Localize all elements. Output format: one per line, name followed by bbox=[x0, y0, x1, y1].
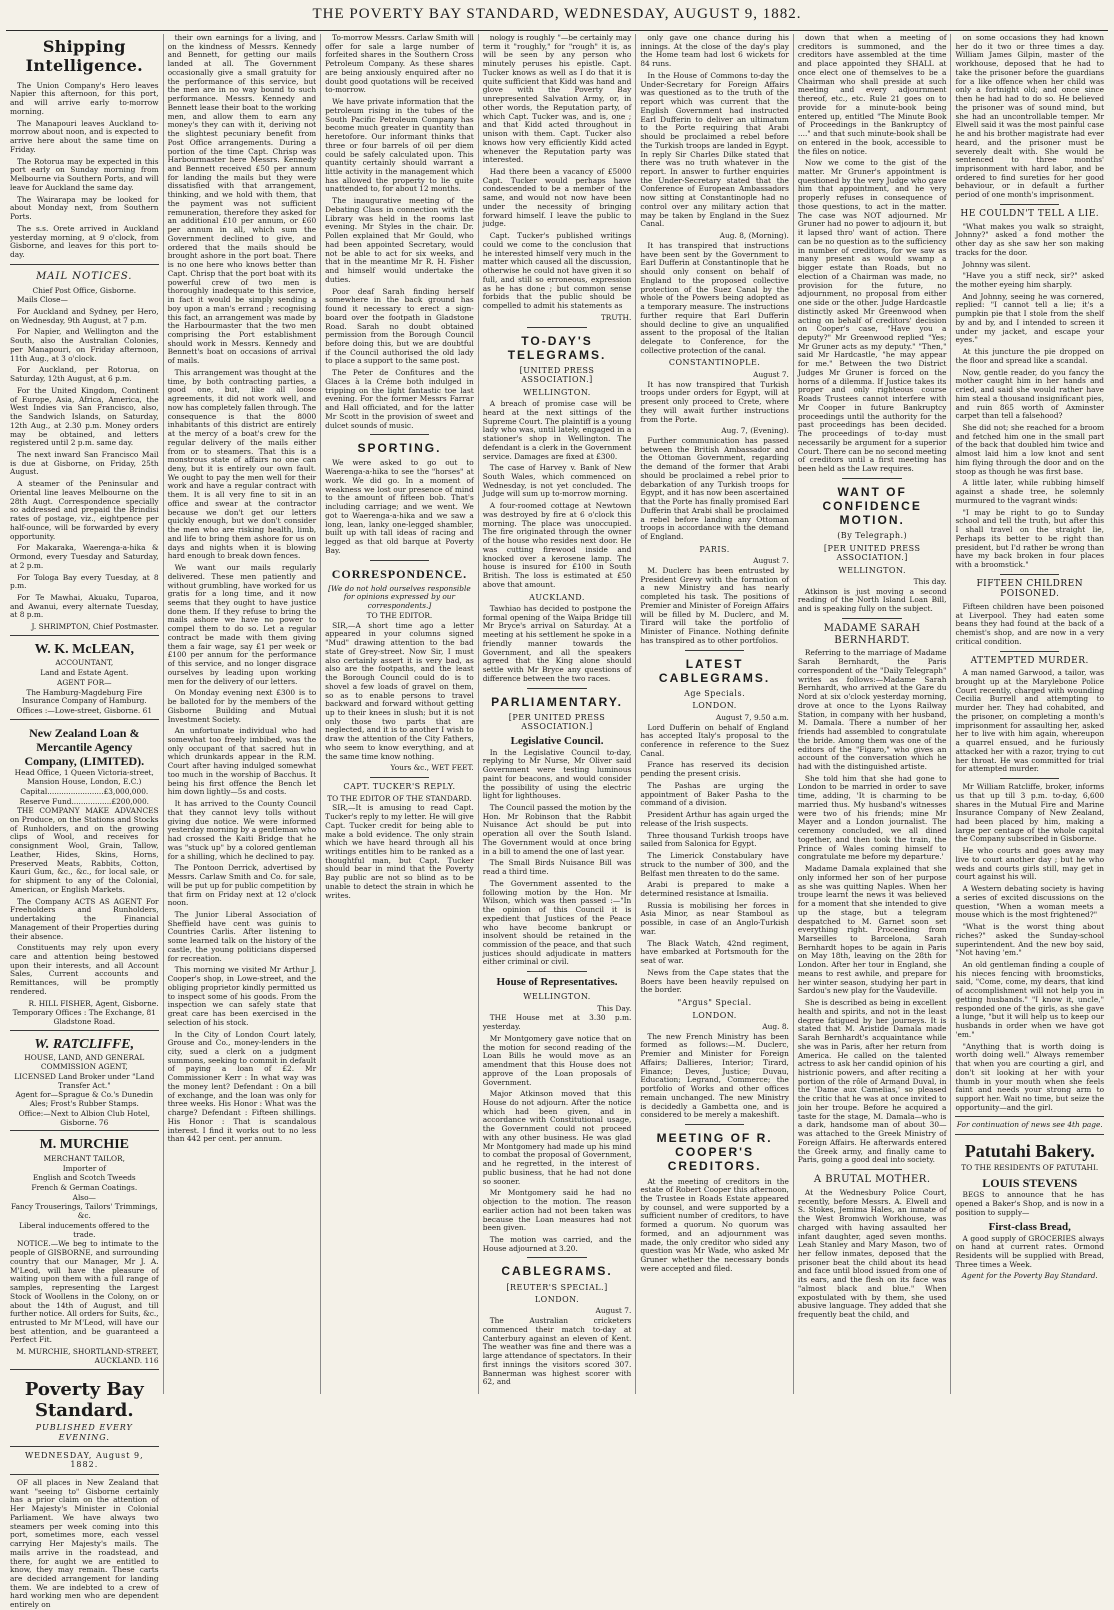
continued-note: For continuation of news see 4th page. bbox=[956, 1120, 1103, 1130]
cooper-para: At the meeting of creditors in the estate of Robert Cooper this afternoon, the Trustee in Roads Estate appeared by counsel, and were supported by a sufficient number of creditors, to have formed a quorum. No quorum was formed, and an adjournment was made, the only creditor who sided any question was Mr Wade, who asked Mr Gruner whether the necessary bonds were accepted and filed. bbox=[640, 1176, 789, 1273]
corr-title: CORRESPONDENCE. bbox=[331, 566, 468, 581]
corr-para: SIR,—A short time ago a letter appeared in your columns signed "Mud" drawing attention to the bad state of Grey-street. Now Sir, I must also certainly assert it is very bad, as also are the footpaths, and the least the Borough Council could do is to shovel a few loads of gravel on them, so as to enable persons to travel backward and forward without getting up to their knees in slush; but it is not only those two parts that are neglected, and it is to another I wish to draw the attention of the City Fathers, who seem to know everything, and at the same time know nothing. bbox=[325, 620, 474, 761]
cablegrams-london: LONDON. bbox=[534, 1295, 580, 1305]
argus-london: LONDON. bbox=[692, 1010, 737, 1020]
paragraph: She told him that she had gone to London to be married in order to save time, adding, 'It is charming to be married thus. My husband's witnesses were two of his friends; mine Mr Mayer and a London journalist. The ceremony concluded, we all dined together, and then took the train, the Prince of Wales coming himself to congratulate me before my departure.' bbox=[797, 773, 947, 862]
ad-line: Reserve Fund.................£200,000. bbox=[19, 796, 150, 806]
nz-title: New Zealand Loan & Mercantile Agency Company, (LIMITED). bbox=[24, 725, 145, 769]
ad-line: Land and Estate Agent. bbox=[40, 668, 129, 678]
paragraph: A four-roomed cottage at Newtown was destroyed by fire at 6 o'clock this morning. The place was unoccupied. The fire originated through the owner of the house who resides next door. He was cutting firewood inside and knocked over a kerosene lamp. The house is insured for £100 in South British. The loss is estimated at £50 above that amount. bbox=[482, 501, 632, 589]
nz-signature: R. HILL FISHER, Agent, Gisborne. bbox=[28, 998, 159, 1008]
parliamentary-title: PARLIAMENTARY. bbox=[491, 694, 623, 709]
ratcliffe-lines bbox=[10, 1054, 159, 1127]
latest-title: LATEST CABLEGRAMS. bbox=[658, 656, 771, 685]
col3-paras bbox=[325, 34, 474, 430]
col5-paras bbox=[640, 34, 789, 229]
pbs-sub: PUBLISHED EVERY EVENING. bbox=[35, 1423, 133, 1442]
mail-signature: J. SHRIMPTON, Chief Postmaster. bbox=[31, 622, 159, 632]
want-para: Atkinson is just moving a second reading of the North Island Loan Bill, and is speaking fully on the subject. bbox=[797, 586, 947, 614]
constantinople-para: It has now transpired that Turkish troops under orders for Egypt, will at present only proceed to Crete, where they will await further instructions from the Porte. bbox=[640, 379, 789, 424]
latest-paras bbox=[640, 724, 789, 996]
argus-date: Aug. 8. bbox=[762, 1021, 789, 1031]
paragraph: For Napier, and Wellington and the South, also the Australian Colonies, per Manapouri, on Friday afternoon, 11th Aug., at 3 o'clock. bbox=[10, 327, 159, 363]
paragraph: A breach of promise case will be heard at the next sittings of the Supreme Court. The plaintiff is a young lady who was, until lately, engaged in a stationer's shop in Wellington. The defendant is a clerk in the Government service. Damages are fixed at £300. bbox=[482, 399, 632, 461]
ad-line: The Hamburg-Magdeburg Fire Insurance Company of Hamburg. bbox=[21, 687, 147, 706]
paragraph: down that when a meeting of creditors is summoned, and the creditors have assembled at the time and place appointed they SHALL at once elect one of themselves to be a Chairman who shall preside at such meeting and every adjournment thereof, etc., etc. Rule 21 goes on to provide for a minute-book being entered up, entitled "The Minute Book of Proceedings in the Bankruptcy of ...." and that such minute-book shall be on entered in the book, accessible to the files on notice. bbox=[797, 33, 947, 156]
column-4 bbox=[479, 34, 637, 1394]
paragraph: On Monday evening next £300 is to be balloted for by the members of the Gisborne Building and Mutual Investment Society. bbox=[167, 688, 317, 724]
cablegrams-para: The Australian cricketers commenced their match to-day at Canterbury against an eleven of Kent. The weather was fine and there was a large attendance of spectators. In their first innings the visitors scored 307. Bannerman was highest scorer with 62, and bbox=[482, 1316, 632, 1387]
paragraph: In the Legislative Council to-day, replying to Mr Nurse, Mr Oliver said Government were testing luminous paint for beacons, and would consider the possibility of using the electric light for lighthouses. bbox=[482, 747, 632, 801]
pbs-title: Poverty Bay Standard. bbox=[24, 1378, 144, 1421]
constantinople-date: August 7. bbox=[753, 369, 789, 379]
paragraph: And Johnny, seeing he was cornered, replied: "I cannot tell a lie; it's a pumpkin pie that I stole from the shelf by and by, and I intended to screen it under my jacket, and escape your eyes." bbox=[955, 291, 1105, 345]
paragraph: For Auckland, per Rotorua, on Saturday, 12th August, at 6 p.m. bbox=[10, 365, 159, 384]
wk-lines bbox=[10, 659, 159, 715]
paragraph: Three thousand Turkish troops have sailed from Salonica for Egypt. bbox=[640, 830, 789, 849]
paragraph: To-morrow Messrs. Carlaw Smith will offer for sale a large number of forfeited shares in the Southern Cross Petroleum Company. As these shares are being anxiously enquired after no doubt good quotations will be received to-morrow. bbox=[325, 33, 474, 95]
constantinople-heading: CONSTANTINOPLE. bbox=[668, 358, 761, 368]
paragraph: Lord Dufferin on behalf of England has accepted Italy's proposal to the conference in reference to the Suez Canal. bbox=[640, 722, 789, 758]
ghost-para: He who courts and goes away may live to court another day ; but he who weds and courts girls still, may get in court against his will. bbox=[955, 846, 1105, 882]
paragraph: Mr Montgomery said he had no objection to the motion. The reason earlier action had not been taken was because the Loan measures had not been given. bbox=[482, 1188, 632, 1233]
paragraph: At this juncture the pie dropped on the floor and spread like a scandal. bbox=[955, 347, 1105, 365]
paragraph: The Black Watch, 42nd regiment, have embarked at Portsmouth for the seat of war. bbox=[640, 938, 789, 966]
ad-line: Capital........................£3,000,000. bbox=[20, 786, 149, 796]
pbs-date: WEDNESDAY, August 9, 1882. bbox=[24, 1451, 144, 1470]
fifteen-para: Fifteen children have been poisoned at Liverpool. They had eaten some beans they had found at the back of a chemist's shop, and are now in a very critical condition. bbox=[955, 601, 1105, 646]
ad-line: Agent for—Sprague & Co.'s Dunedin Ales; Frost's Rubber Stamps. bbox=[15, 1090, 154, 1109]
latest-london: LONDON. bbox=[692, 701, 737, 711]
mail-office: Chief Post Office, Gisborne. bbox=[32, 285, 137, 295]
nz-lines bbox=[10, 769, 159, 806]
col6-paras bbox=[798, 34, 947, 474]
paragraph: A little later, while rubbing himself against a shade tree, he solemnly murmured to the vagrant winds: bbox=[955, 478, 1105, 505]
ad-line: ACCOUNTANT, bbox=[55, 658, 114, 668]
pbs-para: OF all places in New Zealand that want "seeing to" Gisborne certainly has a prior claim on the attention of Her Majesty's Minister in Colonial Parliament. We have always two steamers per week coming into this port, sometimes more, each vessel carrying Her Majesty's mails. The mails arrive in the roadstead, and there, for aught we are entitled to know, they may remain. These carts are decided arrangement for landing them. We are indebted to a crew of hard working men who are dependent entirely on bbox=[10, 1477, 159, 1610]
tucker-title: CAPT. TUCKER'S REPLY. bbox=[343, 782, 456, 792]
wk-title: W. K. McLEAN, bbox=[34, 641, 134, 657]
tucker-para: SIR,—It is amusing to read Capt. Tucker's reply to my letter. He will give Capt. Tucker credit for being able to make a bold evidence. The only strain which we have heard through all his writings entitles him to be ranked as a thoughtful man, but Capt. Tucker should bear in mind that the Poverty Bay public are not so blind as to be unable to detect the strain in which he writes. bbox=[325, 803, 474, 900]
truth-sign: TRUTH. bbox=[600, 312, 632, 322]
constantinople-eve: Aug. 7, (Evening). bbox=[721, 426, 789, 436]
paragraph: The Junior Liberal Association of Sheffield have cent was guinis to Countries Carlis. After listening to some learned talk on the history of the castle, the young politicians dispersed for recreation. bbox=[167, 909, 317, 963]
paragraph: The Manapouri leaves Auckland to-morrow about noon, and is expected to arrive here about the same time on Friday. bbox=[10, 118, 159, 154]
cooper-title: MEETING OF R. COOPER'S CREDITORS. bbox=[656, 1131, 773, 1174]
murchie-title: M. MURCHIE bbox=[39, 1137, 129, 1153]
murchie-lines bbox=[10, 1155, 159, 1240]
auckland-para: Tawhiao has decided to postpone the formal opening of the Waipa Bridge till Mr Bryce's arrival on Saturday. At a meeting at his settlement he spoke in a friendly manner towards the Government, and all the speakers agreed that the King alone should settle with Mr Bryce any questions of difference between the two races. bbox=[482, 603, 632, 683]
column-3 bbox=[321, 34, 479, 1394]
ad-line: AGENT FOR— bbox=[57, 677, 112, 687]
bakery-bread: First-class Bread, bbox=[988, 1220, 1071, 1233]
paragraph: Johnny was silent. bbox=[962, 259, 1031, 269]
paragraph: News from the Cape states that the Boers have been heavily repulsed on the border. bbox=[640, 967, 789, 995]
corr-to: TO THE EDITOR. bbox=[366, 610, 433, 620]
sporting-para: We were asked to go out to Waerenga-a-hika to see the "horses" at work. We did go. In a moment of weakness we lost our presence of mind to the amount of fifteen bob. That's including carriage; and we went. We got to Waerenga-a-hika and we saw a long, lean, lanky one-legged shambler, built up with tall ideas of racing and legged as that old barque at Poverty Bay. bbox=[325, 458, 474, 555]
worth-para: "Anything that is worth doing is worth doing well." Always remember that when you are courting a girl, and don't sit looking at her with your thumb in your mouth when she feels faint and needs your strong arm to support her. Wait no time, but seize the opportunity—and the girl. bbox=[955, 1041, 1105, 1112]
bakery-para2: A good supply of GROCERIES always on hand at current rates. Ormond Residents will be supplied with Bread, Three times a Week. bbox=[955, 1233, 1105, 1269]
col4-paras bbox=[483, 34, 632, 311]
bernhardt-title: MADAME SARAH BERNHARDT. bbox=[823, 622, 921, 646]
murchie-para: NOTICE.—We beg to intimate to the people of GISBORNE, and surrounding country that our Manager, Mr J. A. M'Leod, will have the pleasure of waiting upon them with a full range of samples, representing the Largest Stock of Woollens in the Colony, on or about the 14th of August, and till further notice. All orders for Suits, &c., entrusted to Mr M'Leod, will have our best attention, and be guaranteed a Perfect Fit. bbox=[10, 1239, 159, 1345]
paragraph: An unfortunate individual who had somewhat too freely imbibed, was the only occupant of that sacred hut in which drunkards appear in the R.M. Court after having indulged somewhat too much in the worship of Bacchus. It being his first offence the Bench let him down lightly—5s and costs. bbox=[167, 726, 317, 797]
ad-line: LICENSED Land Broker under "Land Transfer Act." bbox=[14, 1071, 155, 1090]
ad-line: HOUSE, LAND, AND GENERAL COMMISSION AGENT, bbox=[24, 1053, 145, 1072]
paragraph: The motion was carried, and the House adjourned at 3.20. bbox=[482, 1234, 632, 1253]
paragraph: their own earnings for a living, and on the kindness of Messrs. Kennedy and Bennett, for getting our mails landed at all. The Government occasionally give a small gratuity for the performance of this service, but the men are in no way bound to such performance. Messrs. Kennedy and Bennett lease their boat to the working men, and allow them to earn any money's they can with it, deriving not the slightest pecuniary benefit from Post Office arrangements. During a portion of the time Capt. Chrisp was Harbourmaster here Messrs. Kennedy and Bennett received £50 per annum for landing the mails but they were dissatisfied with that arrangement, thinking, and we hold with them, that the payment was not sufficient remuneration, therefore they asked for an additional £10 per annum, or £60 per annum in all, which sum the Government declined to give, and ordered that the mails should be brought ashore in the port boat. There is no one here who knows better than Capt. Chrisp that the port boat with its powerful crew of two men is thoroughly inadequate to this service, in fact it would be simply sending a boy upon a man's errand ; recognising this fact, an arrangement was made by the Harbourmaster that the two men comprising the Port establishment should work in Messrs. Kennedy and Bennett's boat on occasions of arrival of mails. bbox=[167, 33, 317, 366]
ad-line: French & German Coatings. bbox=[31, 1183, 138, 1192]
shipping-paras bbox=[10, 82, 159, 260]
column-7 bbox=[951, 34, 1108, 1394]
paragraph: The Company ACTS AS AGENT For Freeholders and Runholders, undertaking the Financial Management of their Properties during their absence. bbox=[10, 896, 159, 941]
paragraph: Now we come to the gist of the matter. Mr Gruner's appointment is questioned by the very Judge who gave him that appointment, and he very properly refuses in consequence of those questions, to act in the matter. The case was NOT adjourned. Mr Gruner had no power to adjourn it, but it lapsed thro' want of action. There can be no question as to the sufficiency in number of creditors, for we saw as many present as would swamp a bigger estate than Roads, but no election of a Chairman was made, no provision for the future, no adjournment, no proposal from either one side or the other. Judge Hardcastle distinctly asked Mr Greenwood when acting on behalf of creditors' decision on Cooper's case, "Have you a deputy?" Mr Greenwood replied "Yes; Mr Gruner acts as my deputy." "Then," said Mr Hardcastle, "he may appear for me." Between the two District Judges Mr Gruner is forced on the horns of a dilemma. If Justice takes its proper and only righteous course Roads Trustees cannot interfere with Mr Cooper in future Bankruptcy proceedings until the authority for the past proceedings has been decided. The proceedings of to-day must necessarily be argument for a superior Court. There can be no second meeting of creditors until a first meeting has been held as the Law requires. bbox=[797, 158, 947, 473]
masthead: THE POVERTY BAY STANDARD, WEDNESDAY, AUGUST 9, 1882. bbox=[312, 6, 802, 22]
cablegrams-date: August 7. bbox=[595, 1306, 632, 1316]
want-wel: WELLINGTON. bbox=[838, 565, 907, 575]
paragraph: "I may be right to go to Sunday school and tell the truth, but after this I shall travel on the straight lie, Perhaps its better to be right than president, but I'd rather be wrong than have my back broken in four places with a broomstick." bbox=[955, 507, 1105, 569]
paragraph: "Have you a stiff neck, sir?" asked the mother eyeing him sharply. bbox=[955, 271, 1105, 289]
house-title: House of Representatives. bbox=[496, 976, 618, 989]
paris-heading: PARIS. bbox=[699, 544, 730, 554]
ad-line: Fancy Trouserings, Tailors' Trimmings, &c. bbox=[10, 1202, 158, 1221]
column-5 bbox=[636, 34, 794, 1394]
ad-line: Liberal inducements offered to the trade. bbox=[19, 1220, 150, 1239]
telegrams-title: TO-DAY'S TELEGRAMS. bbox=[507, 333, 607, 362]
bakery-title: Patutahi Bakery. bbox=[964, 1141, 1095, 1162]
paragraph: The Wairarapa may be looked for about Monday next, from Southern Ports. bbox=[10, 194, 159, 222]
paris-date: August 7. bbox=[753, 556, 789, 566]
paragraph: The Rotorua may be expected in this port early on Sunday morning from Melbourne via Southern Ports, and will leave for Auckland the same day. bbox=[10, 156, 159, 192]
mail-paras bbox=[10, 296, 159, 620]
bakery-agent: Agent for the Poverty Bay Standard. bbox=[961, 1271, 1098, 1281]
ratcliffe-title: W. RATCLIFFE, bbox=[34, 1036, 135, 1052]
argus-title: "Argus" Special. bbox=[677, 998, 752, 1008]
lie-title: HE COULDN'T TELL A LIE. bbox=[960, 208, 1100, 219]
paragraph: She did not; she reached for a broom and fetched him one in the small part of the back that doubled him twice and almost laid him a low knot and sent him flying through the door and on the stoop as though he was first base. bbox=[955, 422, 1105, 476]
paragraph: France has reserved its decision pending the present crisis. bbox=[640, 760, 789, 779]
paragraph: Mr Montgomery gave notice that on the motion for second reading of the Loan Bills he would move as an amendment that this House does not approve of the Loan proposals of Government. bbox=[482, 1033, 632, 1087]
paragraph: Major Atkinson moved that this House do not adjourn. After the notice which had been given, and in accordance with Constitutional usage, the Government could not proceed with any other business. He was glad Mr Montgomery had made up his mind to combat the proposal of Government, and he regretted, in the interest of public business, that he had not done so sooner. bbox=[482, 1089, 632, 1186]
cablegrams-title: CABLEGRAMS. bbox=[501, 1264, 613, 1279]
constantinople-para2: Further communication has passed between the British Ambassador and the Ottoman Government, regarding the demand of the former that Arabi should be proclaimed a rebel prior to debarkation of any Turkish troops for Egypt, and it has now been ascertained that the Porte has finally promised Earl Dufferin that Arabi shall be proclaimed a rebel before landing any Ottoman troops in accordance with the demand of England. bbox=[640, 436, 789, 542]
masthead-rule bbox=[6, 30, 1108, 31]
corr-note: [We do not hold ourselves responsible for opinions expressed by our correspondents.] bbox=[328, 583, 471, 611]
paragraph: This morning we visited Mr Arthur J. Cooper's shop, in Lowe-street, and the obliging proprietor kindly permitted us to inspect some of his goods. From the inspection we can safely state that great care has been exercised in the selection of his stock. bbox=[167, 965, 317, 1027]
want-title: WANT OF CONFIDENCE MOTION. bbox=[822, 484, 922, 528]
bernhardt-paras bbox=[798, 649, 947, 1165]
paragraph: For Tologa Bay every Tuesday, at 8 p.m. bbox=[10, 572, 159, 591]
paragraph: Mails Close— bbox=[17, 295, 68, 305]
paragraph: The Pontoon Derrick, advertised by Messrs. Carlaw Smith and Co. for sale, will be put up for public competition by that firm on Friday next at 12 o'clock noon. bbox=[167, 863, 317, 908]
paragraph: For Makaraka, Waerenga-a-hika & Ormond, every Tuesday and Saturday, at 2 p.m. bbox=[10, 543, 159, 570]
paragraph: For the United Kingdom, Continent of Europe, Asia, Africa, America, the West Indies via San Francisco, also, the Sandwich Islands, on Saturday, 12th Aug., at 2.30 p.m. Money orders may be obtained, and letters registered until 2 p.m. same day. bbox=[10, 385, 159, 448]
col2-paras bbox=[168, 34, 317, 1144]
tucker-to: TO THE EDITOR OF THE STANDARD. bbox=[327, 793, 472, 803]
debate-para: A Western debating society is having a series of excited discussions on the question, "When a woman meets a mouse which is the most frightened?" bbox=[955, 884, 1105, 920]
want-by: (By Telegraph.) bbox=[837, 531, 908, 541]
col7-paras bbox=[955, 34, 1104, 200]
murchie-sign: M. MURCHIE, SHORTLAND-STREET, AUCKLAND. 116 bbox=[16, 1347, 159, 1365]
paragraph: For Auckland and Sydney, per Hero, on Wednesday, 9th August, at 7 p.m. bbox=[10, 306, 159, 325]
legislative-title: Legislative Council. bbox=[510, 734, 604, 747]
paragraph: The Government assented to the following motion by the Hon. Mr Wilson, which was then passed :—"In the opinion of this Council it is expedient that Justices of the Peace who have become bankrupt or insolvent should be retained in the commission of the peace, and that such justices should adjudicate in matters either criminal or civil. bbox=[482, 878, 632, 967]
want-sub: [PER UNITED PRESS ASSOCIATION.] bbox=[823, 543, 921, 563]
murder-para: A man named Garwood, a tailor, was brought up at the Marylebone Police Court recently, charged with wounding Cecilia Burrell and attempting to murder her. They had cohabited, and the prisoner, on completing a month's imprisonment for assaulting her, asked her to live with him again, whereupon a quarrel ensued, and he furiously attacked her with a razor, trying to cut her throat. He was committed for trial for attempted murder. bbox=[955, 668, 1105, 774]
bakery-to: TO THE RESIDENTS OF PATUTAHI. bbox=[961, 1163, 1099, 1173]
column-2 bbox=[164, 34, 322, 1394]
fifteen-title: FIFTEEN CHILDREN POISONED. bbox=[976, 578, 1084, 600]
paragraph: on some occasions they had known her do it two or three times a day. William James Gilpin, master of the workhouse, deposed that he had to take the prisoner before the guardians for a like offence when her child was only a fortnight old; and once since then he had had to do so. He believed the prisoner was of sound mind, but she had an uncontrollable temper. Mr Elwell said it was the most painful case he and his brother magistrate had ever heard, and the prisoner must be severely dealt with. She would be sentenced to three months' imprisonment with hard labor, and be ordered to find sureties for her good behaviour, or in default a further period of one month's imprisonment. bbox=[955, 33, 1105, 200]
riches-para: "What is the worst thing about riches?" asked the Sunday-school superintendent. And the new boy said, "Not having 'em." bbox=[955, 922, 1105, 958]
paragraph: Constituents may rely upon every care and attention being bestowed upon their interests, and all Account Sales, Current accounts and Remittances, will be promptly rendered. bbox=[10, 943, 159, 996]
aug8-para: It has transpired that instructions have been sent by the Government to Earl Dufferin at Constantinople that he should only consent on behalf of England to the proposed collective protection of the Suez Canal by the whole of the Powers being adopted as a temporary measure. The instructions further require that Earl Dufferin should decline to give an unqualified assent to the proposal of the Italian delegate to Conference, for the collective protection of the canal. bbox=[640, 240, 789, 355]
latest-time: August 7, 9.50 a.m. bbox=[715, 712, 789, 722]
wellington-paras bbox=[483, 400, 632, 589]
paragraph: It has arrived to the County Council that they cannot levy tolls without giving due notice. We were informed yesterday morning by a gentleman who had crossed the Kaiti Bridge that he was "stuck up" by a colored gentleman for a shilling, which he declined to pay. bbox=[167, 799, 317, 861]
paragraph: The s.s. Orete arrived in Auckland yesterday morning, at 9 o'clock, from Gisborne, and leaves for this port to-day. bbox=[10, 223, 159, 259]
shipping-title: Shipping Intelligence. bbox=[25, 37, 143, 75]
house-wel: WELLINGTON. bbox=[523, 992, 591, 1002]
ad-line: Office:—Next to Albion Club Hotel, Gisborne. 76 bbox=[18, 1108, 150, 1127]
latest-sub: Age Specials. bbox=[684, 688, 746, 698]
brutal-title: A BRUTAL MOTHER. bbox=[813, 1174, 931, 1186]
wellington-heading: WELLINGTON. bbox=[523, 387, 591, 397]
paragraph: We have private information that the petroleum rising in the tubes of the South Pacific Petroleum Company has become much greater in quantity than heretofore. Our informant thinks that three or four barrels of oil per diem could be safely calculated upon. This quantity certainly should warrant a little activity in the management which has allowed the property to lie quite unattended to, for about 12 months. bbox=[325, 97, 474, 194]
paragraph: Capt. Tucker's published writings could we come to the conclusion that he interested himself very much in the matter which caused all the discussion, otherwise he could not have given it so full, and still so erroneous, expression as he has done ; but common sense forbids that the public should be compelled to admit his statements as bbox=[482, 231, 632, 311]
bakery-para: BEGS to announce that he has opened a Baker's Shop, and is now in a position to supply— bbox=[955, 1190, 1105, 1217]
parliamentary-sub: [PER UNITED PRESS ASSOCIATION.] bbox=[508, 712, 606, 732]
paragraph: "What makes you walk so straight, Johnny?" asked a fond mother the other day as she saw her son making tracks for the door. bbox=[955, 221, 1105, 257]
ad-line: Head Office, 1 Queen Victoria-street, Mansion House, London, E.C.) bbox=[14, 768, 154, 787]
argus-para: The new French Ministry has been formed as follows:—M. Duclerc, Premier and Minister for Foreign Affairs; Dallieres, Interior; Tirard, Finance; Deves, Justice; Duvau, Education; Legrand, Commerce; the portfolio of Works and other offices remain unchanged. The new Ministry is decidedly a Gambetta one, and is considered to be merely a makeshift. bbox=[640, 1031, 789, 1120]
cablegrams-sub: [REUTER'S SPECIAL.] bbox=[506, 1282, 608, 1292]
corr-sign: Yours &c., WET FEET. bbox=[390, 763, 474, 773]
paragraph: The Union Company's Hero leaves Napier this afternoon, for this port, and will arrive early to-morrow morning. bbox=[10, 80, 159, 116]
paragraph: Arabi is prepared to make a determined resistance at Ismailia. bbox=[640, 880, 789, 899]
paragraph: Russia is mobilising her forces in Asia Minor, as near Stamboul as possible, in case of an Anglo-Turkish war. bbox=[640, 900, 789, 936]
broom-para: An old gentleman finding a couple of his nieces fencing with broomsticks, said, "Come, come, my dears, that kind of accomplishment will not help you in getting husbands." "I know it, uncle," responded one of the girls, as she gave a lunge, "but it will help us to keep our husbands in order when we have got 'em." bbox=[955, 960, 1105, 1039]
paragraph: President Arthur has again urged the release of the Irish suspects. bbox=[640, 810, 789, 828]
auckland-heading: AUCKLAND. bbox=[529, 592, 585, 602]
paragraph: For Te Mawhai, Akuaku, Tuparoa, and Awanui, every alternate Tuesday, at 8 p.m. bbox=[10, 593, 159, 620]
paragraph: The next inward San Francisco Mail is due at Gisborne, on Friday, 25th August. bbox=[10, 449, 159, 477]
temp-offices: Temporary Offices : The Exchange, 81 Gladstone Road. bbox=[12, 1008, 156, 1027]
paragraph: nology is roughly "—be certainly may term it "roughly," for "rough" it is, as will be seen by any person who minutely peruses his epistle. Capt. Tucker knows as well as I do that it is quite sufficient that Kidd was hand and glove with the Poverty Bay unrepresented Salvation Army, or, in other words, the Reputation party, of which Capt. Tucker was, and is, one ; and that Kidd acted throughout in unison with them. Capt. Tucker also knows how very efficiently Kidd acted whenever the Reputation party was interested. bbox=[482, 33, 632, 165]
bakery-name: LOUIS STEVENS bbox=[982, 1176, 1078, 1191]
lie-paras bbox=[955, 223, 1104, 570]
paragraph: She is described as being in excellent health and spirits, and not in the least degree fatigued by her journeys. It is stated that M. Aristide Damala made Sarah Bernhardt's acquaintance while she was in Paris, after her return from America. He called on the talented actress to ask her candid opinion of his histrionic powers, and after reciting a portion of the rôle of Armand Duval, in the 'Dame aux Camelias,' so pleased the critic that he was at once invited to join her troupe. Before he acquired a taste for the stage, M. Damala—who is a dark, handsome man of about 30—was attached to the Greek Ministry of Foreign Affairs. He afterwards entered the Greek army, and finally came to Paris, going a good deal into society. bbox=[797, 998, 947, 1165]
paragraph: In the House of Commons to-day the Under-Secretary for Foreign Affairs was questioned as to the truth of the report which was current that the English Government had instructed Earl Dufferin to deliver an ultimatum to the Porte requiring that Arabi should be proclaimed a rebel before the Turkish troops are landed in Egypt. In reply Sir Charles Dilke stated that there was no truth whatever in the report. In answer to further enquiries the Under-Secretary stated that the Conference of European Ambassadors now sitting at Constantinople had no control over any military action that may be taken by England in the Suez Canal. bbox=[640, 70, 789, 229]
nz-paras bbox=[10, 807, 159, 996]
paragraph: In the City of London Court lately, Grouse and Co., money-lenders in the city, sued a clerk on a judgment summons, seeking to commit in default of paying a loan of £2. Mr Commissioner Kerr : In what way was the money lent? Defendant : On a bill of exchange, and the loan was only for three weeks. His Honor : What was the charge? Defendant : Fifteen shillings. His Honor : That is scandalous interest. I find it works out to no less than 442 per cent. per annum. bbox=[167, 1029, 317, 1144]
column-1 bbox=[6, 34, 164, 1610]
telegrams-sub: [UNITED PRESS ASSOCIATION.] bbox=[519, 365, 595, 385]
paragraph: Had there been a vacancy of £5000 Capt. Tucker would perhaps have condescended to be a member of the same, and would not now have been under the necessity of bringing forward himself. I leave the public to judge. bbox=[482, 167, 632, 229]
paragraph: Madame Damala explained that she only informed her son of her purpose as she was quitting Naples. When her troupe learnt the news it was believed for a moment that she intended to give up the stage, but a telegram despatched to M. Garnet soon set everything right. Proceeding from Marseilles to Barcelona, Sarah Bernhardt hopes to be again in Paris on May 18th, leaving on the 28th for London. After her tour in England, she means to rest awhile, and prepare for her winter season, studying her part in Sardou's new play for the Vaudeville. bbox=[797, 864, 947, 996]
paragraph: The Council passed the motion by the Hon. Mr Robinson that the Rabbit Nuisance Act should be put into operation all over the South Island. The Government would at once bring in a bill to amend the one of last year. bbox=[482, 803, 632, 856]
paragraph: The Pashas are urging the appointment of Baker Pasha to the command of a division. bbox=[640, 780, 789, 808]
brutal-para: At the Wednesbury Police Court, recently, before Messrs. A. Elwell and S. Stokes, Jemima Hales, an inmate of the West Bromwich Workhouse, was charged with having assaulted her infant daughter, aged seven months. Leah Stanley and Mary Mason, two of her fellow inmates, deposed that the prisoner beat the child about its head and face until blood issued from one of its ears, and the flesh on its face was "almost black and blue." When expostulated with by them, she used abusive language. They added that she frequently beat the child, and bbox=[797, 1187, 947, 1320]
mail-title: MAIL NOTICES. bbox=[36, 270, 133, 282]
ratcliffe-para: Mr William Ratcliffe, broker, informs us that up till 3 p.m. to-day, 6,600 shares in the Mutual Fire and Marine Insurance Company of New Zealand, had been placed by him, making a large per centage of the whole capital the Company subscribed in Gisborne. bbox=[955, 782, 1105, 844]
paragraph: A steamer of the Peninsular and Oriental line leaves Melbourne on the 28th Augt. Correspondence specially so addressed and prepaid the Brindisi rates of postage, viz., eightpence per half-ounce, will be forwarded by every opportunity. bbox=[10, 479, 159, 541]
want-day: This day. bbox=[913, 576, 947, 586]
paragraph: The Small Birds Nuisance Bill was read a third time. bbox=[482, 858, 632, 877]
ad-line: MERCHANT TAILOR, bbox=[43, 1153, 125, 1163]
paragraph: THE House met at 3.30 p.m. yesterday. bbox=[482, 1013, 632, 1032]
paragraph: The Limerick Constabulary have struck to the number of 300, and the Belfast men threaten to do the same. bbox=[640, 851, 789, 878]
paragraph: We want our mails regularly delivered. These men patiently and without grumbling, have worked for us gratis for a long time, and it now seems that they ought to have justice done them. If they refuse to bring the mails ashore we have no power to compel them to do so. Let a regular contract be made with them giving them a fair wage, say £1 per week or £100 per annum for the performance of this service, and no longer disgrace ourselves by leading upon working men for the delivery of our letters. bbox=[167, 563, 317, 686]
paragraph: The case of Harvey v. Bank of New South Wales, which commenced on Wednesday, is not yet concluded. The Judge will sum up to-morrow morning. bbox=[482, 463, 632, 499]
ad-line: English and Scotch Tweeds bbox=[32, 1173, 136, 1183]
ad-line: Offices :—Lowe-street, Gisborne. 61 bbox=[16, 706, 153, 716]
house-paras bbox=[483, 1014, 632, 1253]
paragraph: This arrangement was thought at the time, by both contracting parties, a good one, but, like all loose agreements, it did not work well, and now has completely fallen through. The consequence is that the 8000 inhabitants of this district are entirely at the mercy of a boat's crew for the regular delivery of the mails either from or to steamers. That this is a monstrous state of affairs no one can deny, but it is entirely our own fault. We ought to pay the men well for their work and have a regular contract with them. It is all very fine to sit in an office and swear at the contractor because we don't get our letters quickly enough, but we don't consider the men who are risking health, limb, and life to bring them ashore for us on days and nights when it is blowing hard enough to break down fences. bbox=[167, 367, 317, 561]
paragraph: THE COMPANY MAKE ADVANCES on Produce, on the Stations and Stocks of Runholders, and on the growing clips of Wool, and receives for consignment Wool, Grain, Tallow, Leather, Hides, Skins, Horns, Preserved Meats, Rabbits, Cotton, Kauri Gum, &c., &c., for local sale, or for shipment to any of the Colonial, American, or English Markets. bbox=[10, 806, 159, 894]
paragraph: Now, gentle reader, do you fancy the mother caught him in her hands and cried, and said she would rather have him steal a thousand insignificant pies, and ruin 865 worth of Axminster carpet than tell a falsehood? bbox=[955, 367, 1105, 421]
paragraph: Referring to the marriage of Madame Sarah Bernhardt, the Paris correspondent of the "Daily Telegraph" writes as follows:—Madame Sarah Bernhardt, who arrived at the Gare du Nord at six o'clock yesterday morning, drove at once to the Lyons Railway Station, in company with her husband, M. Damala. There a number of her friends had assembled to congratulate the bride. Among them was one of the editors of the "Figaro," who gives an account of the conversation which he had with the distinguished artiste. bbox=[797, 648, 947, 772]
column-6 bbox=[794, 34, 952, 1394]
paris-para: M. Duclerc has been entrusted by President Grevy with the formation of a new Ministry and has nearly completed his task. The positions of Premier and Minister of Foreign Affairs will be filled by M. Duclerc, and M. Tirard will take the portfolio of Minister of Finance. Nothing definite has transpired as to other portfolios. bbox=[640, 566, 789, 645]
sporting-title: SPORTING. bbox=[357, 441, 442, 456]
paragraph: Poor deaf Sarah finding herself somewhere in the back ground has found it necessary to erect a sign-board over the footpath in Gladstone Road. Sarah no doubt obtained permission from the Borough Council before doing this, but we are doubtful if the Council authorised the old lady to place a support to the same post. bbox=[325, 286, 474, 366]
aug8-heading: Aug. 8, (Morning). bbox=[719, 231, 789, 241]
murder-title: ATTEMPTED MURDER. bbox=[970, 655, 1089, 666]
paragraph: The inaugurative meeting of the Debating Class in connection with the Library was held in the rooms last evening. Mr Styles in the chair. Dr. Pollen explained that Mr Gould, who had been appointed Secretary, would not be able to act for six weeks, and that in the meantime Mr R. H. Fisher and himself would undertake the duties. bbox=[325, 196, 474, 284]
ad-line: Importer of bbox=[62, 1163, 106, 1173]
columns bbox=[6, 33, 1108, 1610]
house-day: This Day. bbox=[597, 1003, 632, 1013]
ad-line: Also— bbox=[72, 1192, 96, 1202]
legislative-paras bbox=[483, 749, 632, 968]
paragraph: The Peter de Confitures and the Glaces à la Créme both indulged in tripping on the light fantastic toe last evening. For the former Messrs Farrar and Hall officiated, and for the latter Mr Scott in the provision of sweet and dulcet sounds of music. bbox=[325, 368, 474, 430]
paragraph: only gave one chance during his innings. At the close of the day's play the Home team had lost 6 wickets for 84 runs. bbox=[640, 33, 789, 69]
